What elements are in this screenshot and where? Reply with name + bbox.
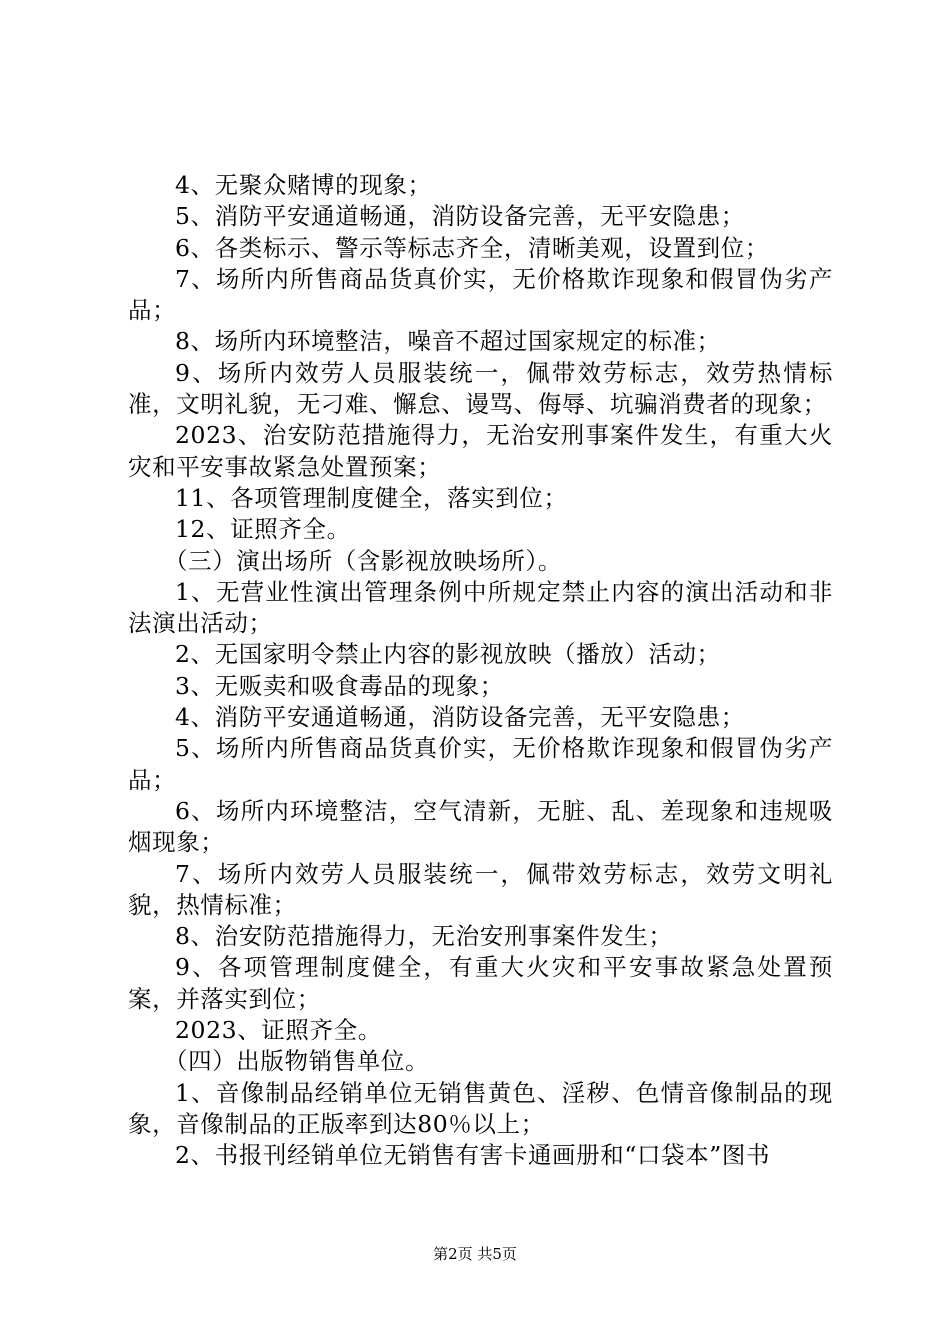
section-heading: （三）演出场所（含影视放映场所）。 xyxy=(164,546,562,575)
page-footer xyxy=(0,1244,950,1264)
paragraph: 1、无营业性演出管理条例中所规定禁止内容的演出活动和非法演出活动； xyxy=(128,577,833,638)
paragraph: 2023、治安防范措施得力，无治安刑事案件发生，有重大火灾和平安事故紧急处置预案； xyxy=(128,421,833,481)
paragraph: 5、场所内所售商品货真价实，无价格欺诈现象和假冒伪劣产品； xyxy=(128,734,833,794)
paragraph: 4、无聚众赌博的现象； xyxy=(175,171,432,199)
paragraph: 12、证照齐全。 xyxy=(175,515,351,544)
document-body xyxy=(128,170,833,1172)
paragraph: 4、消防平安通道畅通，消防设备完善，无平安隐患； xyxy=(175,703,745,732)
paragraph: 8、场所内环境整洁，噪音不超过国家规定的标准； xyxy=(175,327,721,356)
paragraph: 11、各项管理制度健全，落实到位； xyxy=(175,483,568,512)
paragraph: 9、各项管理制度健全，有重大火灾和平安事故紧急处置预案，并落实到位； xyxy=(128,953,833,1013)
paragraph: 5、消防平安通道畅通，消防设备完善，无平安隐患； xyxy=(175,202,745,231)
paragraph: 9、场所内效劳人员服装统一，佩带效劳标志，效劳热情标准，文明礼貌，无刁难、懈怠、谩骂、侮辱、坑骗消费者的现象； xyxy=(128,358,833,419)
paragraph: 2023、证照齐全。 xyxy=(175,1016,382,1045)
paragraph: 8、治安防范措施得力，无治安刑事案件发生； xyxy=(175,922,673,951)
paragraph: 7、场所内所售商品货真价实，无价格欺诈现象和假冒伪劣产品； xyxy=(128,264,833,325)
paragraph: 6、各类标示、警示等标志齐全，清晰美观，设置到位； xyxy=(175,233,769,262)
paragraph: 6、场所内环境整洁，空气清新，无脏、乱、差现象和违规吸烟现象； xyxy=(128,796,833,857)
paragraph: 2、书报刊经销单位无销售有害卡通画册和“口袋本”图书 xyxy=(175,1141,771,1170)
paragraph: 1、音像制品经销单位无销售黄色、淫秽、色情音像制品的现象，音像制品的正版率到达80％以上； xyxy=(128,1078,833,1138)
paragraph: 7、场所内效劳人员服装统一，佩带效劳标志，效劳文明礼貌，热情标准； xyxy=(128,859,833,919)
section-heading: （四）出版物销售单位。 xyxy=(164,1047,430,1076)
page-number: 第2页 共5页 xyxy=(433,1245,517,1263)
paragraph: 3、无贩卖和吸食毒品的现象； xyxy=(175,671,504,700)
paragraph: 2、无国家明令禁止内容的影视放映（播放）活动； xyxy=(175,640,721,669)
